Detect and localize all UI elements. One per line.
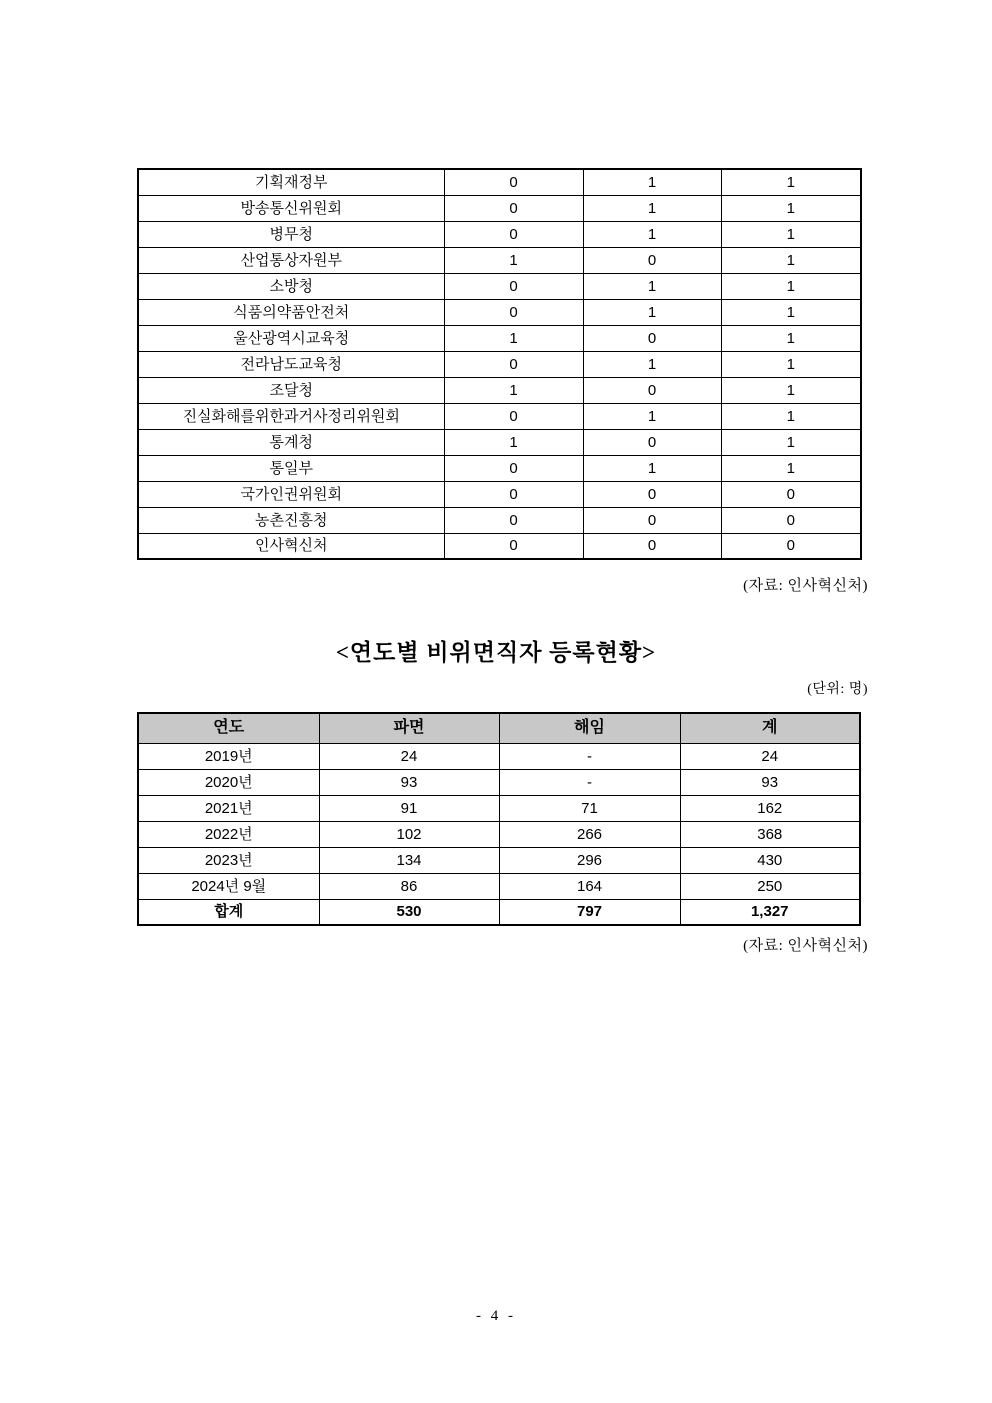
yearly-table-header-row xyxy=(138,713,860,743)
agency-cell-label: 진실화해를위한과거사정리위원회 xyxy=(138,403,444,429)
agency-cell-value: 0 xyxy=(583,429,721,455)
agency-cell-value: 1 xyxy=(583,195,721,221)
agency-cell-value: 1 xyxy=(721,403,861,429)
yearly-cell-value: 102 xyxy=(319,821,499,847)
yearly-table-row xyxy=(138,769,860,795)
yearly-cell-value: 430 xyxy=(680,847,860,873)
agency-cell-value: 1 xyxy=(583,299,721,325)
agency-cell-value: 0 xyxy=(444,455,583,481)
agency-cell-label: 인사혁신처 xyxy=(138,533,444,559)
yearly-cell-value: 91 xyxy=(319,795,499,821)
agency-cell-value: 0 xyxy=(444,169,583,195)
agency-cell-label: 울산광역시교육청 xyxy=(138,325,444,351)
total-cell-label: 합계 xyxy=(138,899,319,925)
agency-cell-value: 1 xyxy=(444,377,583,403)
agency-cell-value: 0 xyxy=(444,299,583,325)
agency-table-row xyxy=(138,429,861,455)
agency-cell-value: 1 xyxy=(721,325,861,351)
agency-dismissal-table xyxy=(137,168,862,560)
yearly-cell-value: 266 xyxy=(499,821,680,847)
agency-cell-value: 1 xyxy=(721,455,861,481)
agency-cell-value: 0 xyxy=(583,247,721,273)
source-note-table1: (자료: 인사혁신처) xyxy=(743,578,868,594)
agency-cell-value: 0 xyxy=(583,481,721,507)
yearly-cell-value: 24 xyxy=(680,743,860,769)
yearly-cell-value: 162 xyxy=(680,795,860,821)
unit-note: (단위: 명) xyxy=(807,682,868,697)
agency-table-row xyxy=(138,299,861,325)
yearly-cell-value: 164 xyxy=(499,873,680,899)
yearly-header-value: 계 xyxy=(680,713,860,743)
agency-cell-value: 1 xyxy=(721,169,861,195)
yearly-cell-value: 134 xyxy=(319,847,499,873)
yearly-table-row xyxy=(138,795,860,821)
yearly-cell-value: 250 xyxy=(680,873,860,899)
agency-table-row xyxy=(138,377,861,403)
agency-table-row xyxy=(138,403,861,429)
agency-cell-label: 조달청 xyxy=(138,377,444,403)
agency-cell-value: 0 xyxy=(444,533,583,559)
agency-cell-value: 0 xyxy=(444,221,583,247)
total-cell-value: 530 xyxy=(319,899,499,925)
agency-cell-value: 0 xyxy=(583,533,721,559)
agency-cell-label: 소방청 xyxy=(138,273,444,299)
agency-cell-value: 0 xyxy=(583,325,721,351)
yearly-registration-table xyxy=(137,712,861,926)
yearly-table-body xyxy=(138,743,860,925)
yearly-cell-value: 93 xyxy=(319,769,499,795)
agency-cell-label: 통일부 xyxy=(138,455,444,481)
agency-cell-value: 1 xyxy=(583,351,721,377)
total-cell-value: 1,327 xyxy=(680,899,860,925)
agency-table-row xyxy=(138,195,861,221)
agency-cell-label: 기획재정부 xyxy=(138,169,444,195)
agency-cell-value: 1 xyxy=(721,273,861,299)
agency-table-row xyxy=(138,507,861,533)
agency-table-row xyxy=(138,247,861,273)
agency-cell-label: 산업통상자원부 xyxy=(138,247,444,273)
yearly-table-head xyxy=(138,713,860,743)
agency-cell-label: 전라남도교육청 xyxy=(138,351,444,377)
page-number: - 4 - xyxy=(476,1308,516,1324)
agency-cell-value: 0 xyxy=(444,481,583,507)
agency-cell-value: 0 xyxy=(444,507,583,533)
agency-cell-value: 0 xyxy=(444,273,583,299)
yearly-cell-value: 24 xyxy=(319,743,499,769)
yearly-cell-value: 93 xyxy=(680,769,860,795)
agency-cell-value: 0 xyxy=(444,403,583,429)
agency-table-row xyxy=(138,455,861,481)
agency-cell-label: 식품의약품안전처 xyxy=(138,299,444,325)
agency-cell-value: 0 xyxy=(721,507,861,533)
agency-cell-value: 0 xyxy=(721,533,861,559)
agency-cell-value: 1 xyxy=(583,273,721,299)
agency-cell-value: 0 xyxy=(721,481,861,507)
yearly-cell-label: 2019년 xyxy=(138,743,319,769)
yearly-table-total-row xyxy=(138,899,860,925)
agency-cell-label: 국가인권위원회 xyxy=(138,481,444,507)
agency-cell-value: 1 xyxy=(583,169,721,195)
agency-cell-value: 1 xyxy=(444,429,583,455)
yearly-cell-value: 296 xyxy=(499,847,680,873)
agency-cell-value: 1 xyxy=(444,325,583,351)
yearly-cell-value: - xyxy=(499,743,680,769)
yearly-cell-value: - xyxy=(499,769,680,795)
yearly-table-row xyxy=(138,873,860,899)
agency-cell-value: 1 xyxy=(444,247,583,273)
agency-cell-value: 1 xyxy=(721,429,861,455)
agency-table-row xyxy=(138,481,861,507)
yearly-header-label: 연도 xyxy=(138,713,319,743)
agency-cell-label: 통계청 xyxy=(138,429,444,455)
section-title: <연도별 비위면직자 등록현황> xyxy=(335,640,657,665)
agency-cell-value: 1 xyxy=(721,299,861,325)
yearly-cell-label: 2020년 xyxy=(138,769,319,795)
agency-cell-value: 1 xyxy=(583,455,721,481)
yearly-cell-label: 2021년 xyxy=(138,795,319,821)
yearly-header-value: 해임 xyxy=(499,713,680,743)
yearly-table-row xyxy=(138,821,860,847)
yearly-cell-value: 86 xyxy=(319,873,499,899)
yearly-table-row xyxy=(138,743,860,769)
yearly-header-value: 파면 xyxy=(319,713,499,743)
agency-cell-value: 0 xyxy=(583,377,721,403)
agency-cell-value: 0 xyxy=(444,195,583,221)
agency-cell-value: 1 xyxy=(583,403,721,429)
yearly-cell-label: 2022년 xyxy=(138,821,319,847)
agency-table-row xyxy=(138,169,861,195)
yearly-cell-value: 71 xyxy=(499,795,680,821)
total-cell-value: 797 xyxy=(499,899,680,925)
agency-cell-value: 1 xyxy=(721,351,861,377)
agency-table-row xyxy=(138,351,861,377)
agency-cell-label: 농촌진흥청 xyxy=(138,507,444,533)
yearly-cell-label: 2024년 9월 xyxy=(138,873,319,899)
yearly-table-row xyxy=(138,847,860,873)
agency-cell-label: 병무청 xyxy=(138,221,444,247)
agency-cell-value: 1 xyxy=(721,377,861,403)
agency-table-row xyxy=(138,221,861,247)
agency-cell-value: 1 xyxy=(721,221,861,247)
agency-table-body xyxy=(138,169,861,559)
yearly-cell-value: 368 xyxy=(680,821,860,847)
agency-cell-label: 방송통신위원회 xyxy=(138,195,444,221)
agency-cell-value: 0 xyxy=(583,507,721,533)
agency-cell-value: 1 xyxy=(721,247,861,273)
yearly-cell-label: 2023년 xyxy=(138,847,319,873)
agency-table-row xyxy=(138,325,861,351)
agency-cell-value: 1 xyxy=(583,221,721,247)
agency-table-row xyxy=(138,533,861,559)
agency-cell-value: 0 xyxy=(444,351,583,377)
agency-table-row xyxy=(138,273,861,299)
source-note-table2: (자료: 인사혁신처) xyxy=(743,938,868,954)
agency-cell-value: 1 xyxy=(721,195,861,221)
